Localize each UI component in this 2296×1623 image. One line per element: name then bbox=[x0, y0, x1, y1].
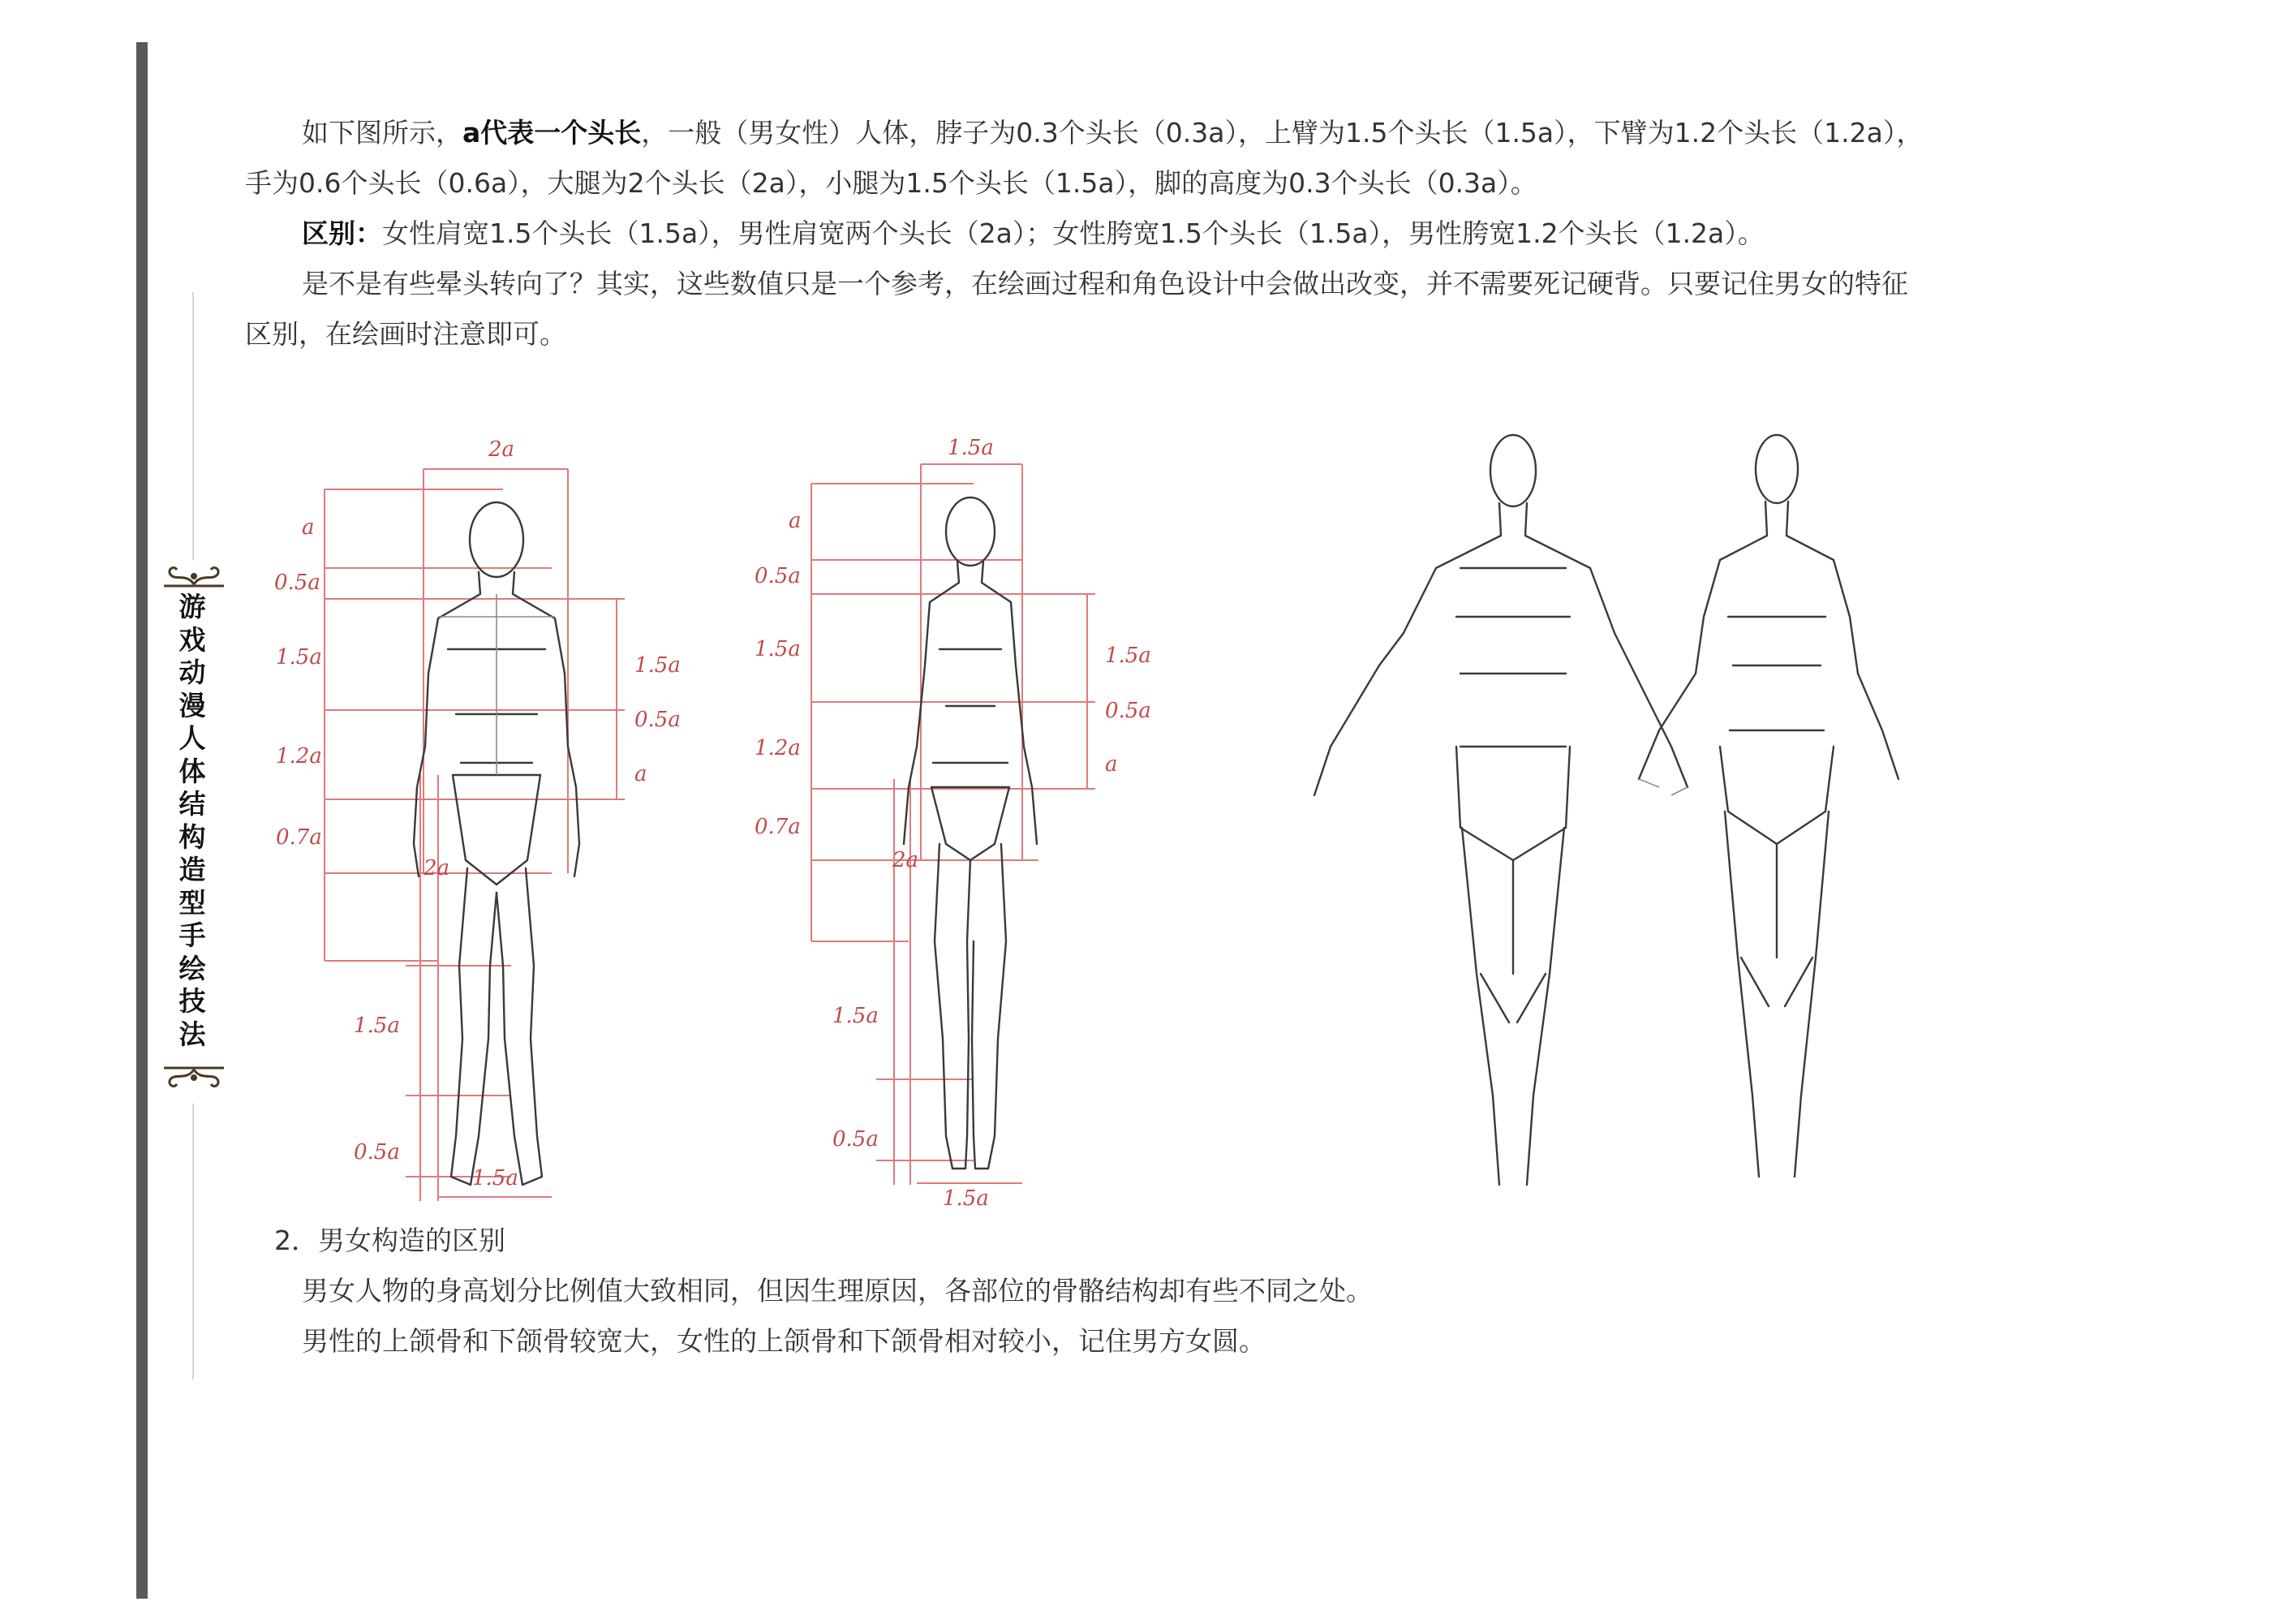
male-label-shoulder-width: 2a bbox=[488, 437, 515, 462]
male-label-torso: 1.5a bbox=[634, 653, 681, 678]
female-label-hip-width: 1.5a bbox=[943, 1186, 989, 1211]
female-label-torso: 1.5a bbox=[1105, 644, 1151, 668]
holding-hands-detail bbox=[1639, 779, 1688, 795]
scroll-ornament-bottom-icon bbox=[159, 1065, 229, 1097]
male-label-waist: 0.5a bbox=[634, 708, 681, 732]
male-label-hip: a bbox=[634, 762, 647, 786]
intro-p1-emphasis: a代表一个头长 bbox=[462, 117, 642, 149]
intro-p1-lead: 如下图所示， bbox=[302, 117, 462, 149]
male-label-hip-width: 1.5a bbox=[472, 1166, 518, 1190]
intro-text bbox=[245, 108, 2030, 359]
section-2-line-1: 男女人物的身高划分比例值大致相同，但因生理原因，各部位的骨骼结构却有些不同之处。 bbox=[302, 1275, 1373, 1307]
intro-paragraph-2 bbox=[245, 209, 2030, 259]
page-spine-bar bbox=[136, 42, 148, 1599]
intro-p2-emphasis: 区别： bbox=[302, 217, 382, 249]
female-label-thigh: 2a bbox=[892, 848, 919, 872]
male-label-foot: 0.5a bbox=[354, 1140, 400, 1165]
female-diagram-labels bbox=[755, 436, 1151, 1211]
scroll-ornament-top-icon bbox=[159, 557, 229, 589]
intro-paragraph-1-continued: 手为0.6个头长（0.6a），大腿为2个头长（2a），小腿为1.5个头长（1.5a），脚的高度为0.3个头长（0.3a）。 bbox=[245, 167, 1537, 199]
intro-paragraph-3-continued: 区别，在绘画时注意即可。 bbox=[245, 318, 566, 350]
male-label-forearm: 1.2a bbox=[276, 744, 322, 768]
intro-paragraph-3: 是不是有些晕头转向了？其实，这些数值只是一个参考，在绘画过程和角色设计中会做出改变，并不需要死记硬背。只要记住男女的特征 bbox=[302, 268, 1908, 299]
intro-paragraph-1 bbox=[245, 108, 2030, 158]
female-label-waist: 0.5a bbox=[1105, 699, 1151, 723]
female-label-shin: 1.5a bbox=[832, 1004, 879, 1028]
intro-p2-rest: 女性肩宽1.5个头长（1.5a），男性肩宽两个头长（2a）；女性胯宽1.5个头长（1.5a），男性胯宽1.2个头长（1.2a）。 bbox=[382, 217, 1765, 249]
male-label-shin: 1.5a bbox=[354, 1014, 400, 1038]
female-label-neck: 0.5a bbox=[755, 564, 801, 588]
section-2-heading: 2．男女构造的区别 bbox=[274, 1225, 505, 1256]
female-label-forearm: 1.2a bbox=[755, 736, 801, 760]
male-label-neck: 0.5a bbox=[274, 570, 320, 595]
female-proportion-diagram bbox=[811, 464, 1095, 1185]
female-label-head: a bbox=[789, 509, 802, 533]
male-label-hand: 0.7a bbox=[276, 825, 322, 850]
female-label-upper-arm: 1.5a bbox=[755, 637, 801, 661]
side-book-title: 游戏动漫人体结构造型手绘技法 bbox=[178, 591, 206, 1050]
side-divider-top bbox=[192, 292, 194, 560]
female-label-hip: a bbox=[1105, 752, 1118, 777]
male-label-upper-arm: 1.5a bbox=[276, 645, 322, 669]
male-sketch bbox=[1314, 435, 1688, 1185]
section-2 bbox=[274, 1216, 1978, 1367]
male-diagram-labels bbox=[274, 437, 681, 1190]
section-2-line-2: 男性的上颌骨和下颌骨较宽大，女性的上颌骨和下颌骨相对较小，记住男方女圆。 bbox=[302, 1325, 1266, 1357]
female-label-hand: 0.7a bbox=[755, 815, 801, 839]
female-sketch bbox=[1639, 435, 1898, 1177]
male-label-thigh: 2a bbox=[424, 856, 450, 880]
side-divider-bottom bbox=[192, 1104, 194, 1380]
male-proportion-diagram bbox=[325, 469, 625, 1225]
body-proportion-figure bbox=[243, 406, 2028, 1225]
male-label-head: a bbox=[302, 515, 315, 540]
intro-p1-rest: ，一般（男女性）人体，脖子为0.3个头长（0.3a），上臂为1.5个头长（1.5a），下臂为1.2个头长（1.2a）， bbox=[641, 117, 1924, 149]
female-label-shoulder-width: 1.5a bbox=[948, 436, 994, 460]
female-label-foot: 0.5a bbox=[832, 1127, 879, 1152]
